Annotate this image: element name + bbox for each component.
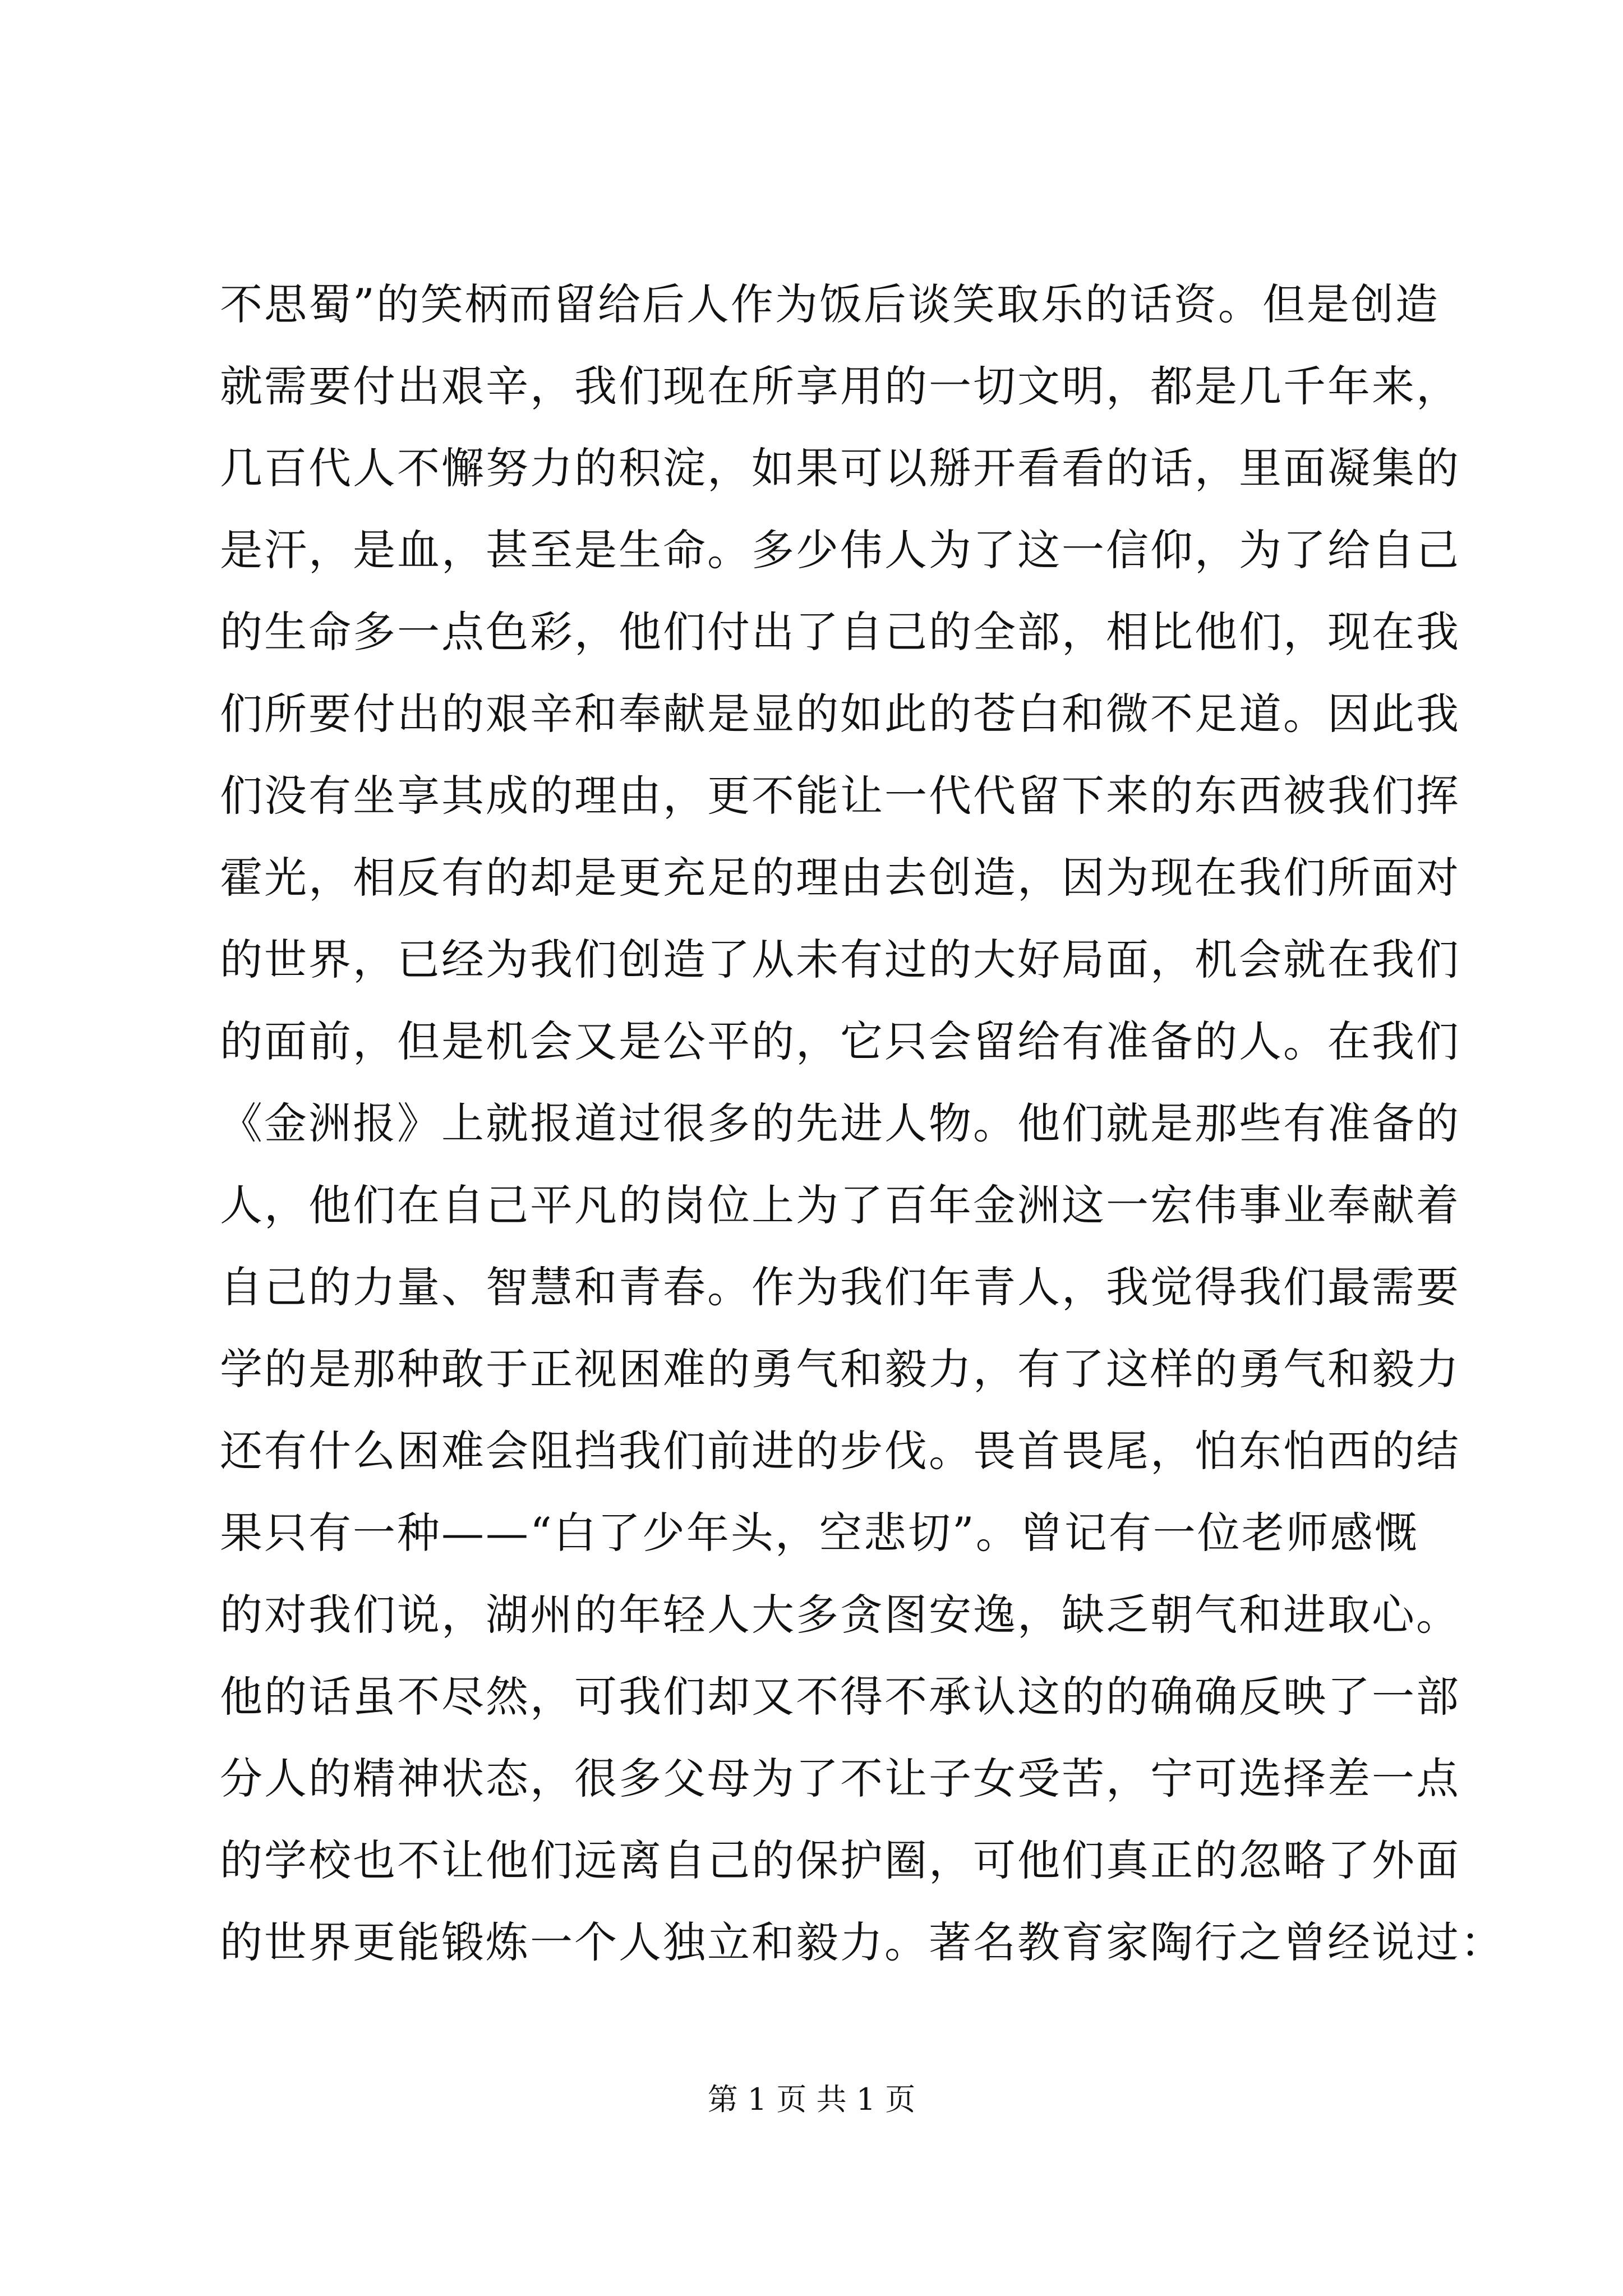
text-line-18: 他的话虽不尽然，可我们却又不得不承认这的的确确反映了一部: [220, 1672, 1460, 1722]
text-line-15: 还有什么困难会阻挡我们前进的步伐。畏首畏尾，怕东怕西的结: [220, 1426, 1460, 1476]
text-line-12: 人，他们在自己平凡的岗位上为了百年金洲这一宏伟事业奉献着: [220, 1180, 1460, 1230]
text-line-20: 的学校也不让他们远离自己的保护圈，可他们真正的忽略了外面: [220, 1835, 1460, 1885]
text-line-14: 学的是那种敢于正视困难的勇气和毅力，有了这样的勇气和毅力: [220, 1344, 1460, 1394]
page-number: 第 1 页 共 1 页: [707, 2082, 916, 2117]
text-line-6: 们所要付出的艰辛和奉献是显的如此的苍白和微不足道。因此我: [220, 689, 1460, 739]
text-line-16: 果只有一种——“白了少年头，空悲切”。曾记有一位老师感慨: [220, 1508, 1419, 1558]
body-text: [220, 264, 1505, 1984]
text-line-13: 自己的力量、智慧和青春。作为我们年青人，我觉得我们最需要: [220, 1262, 1460, 1312]
text-line-1: 不思蜀”的笑柄而留给后人作为饭后谈笑取乐的话资。但是创造: [220, 279, 1440, 329]
text-line-10: 的面前，但是机会又是公平的，它只会留给有准备的人。在我们: [220, 1016, 1460, 1066]
text-line-17: 的对我们说，湖州的年轻人大多贪图安逸，缺乏朝气和进取心。: [220, 1590, 1460, 1640]
text-line-7: 们没有坐享其成的理由，更不能让一代代留下来的东西被我们挥: [220, 771, 1460, 821]
text-line-5: 的生命多一点色彩，他们付出了自己的全部，相比他们，现在我: [220, 607, 1460, 657]
text-line-4: 是汗，是血，甚至是生命。多少伟人为了这一信仰，为了给自己: [220, 525, 1460, 575]
text-line-19: 分人的精神状态，很多父母为了不让子女受苦，宁可选择差一点: [220, 1754, 1460, 1803]
text-line-8: 霍光，相反有的却是更充足的理由去创造，因为现在我们所面对: [220, 853, 1460, 903]
text-line-21: 的世界更能锻炼一个人独立和毅力。著名教育家陶行之曾经说过：: [220, 1917, 1505, 1967]
text-line-11: 《金洲报》上就报道过很多的先进人物。他们就是那些有准备的: [220, 1098, 1460, 1148]
text-line-2: 就需要付出艰辛，我们现在所享用的一切文明，都是几千年来，: [220, 361, 1460, 411]
text-line-3: 几百代人不懈努力的积淀，如果可以掰开看看的话，里面凝集的: [220, 443, 1460, 493]
page-footer: [0, 2080, 1623, 2119]
text-line-9: 的世界，已经为我们创造了从未有过的大好局面，机会就在我们: [220, 935, 1460, 984]
